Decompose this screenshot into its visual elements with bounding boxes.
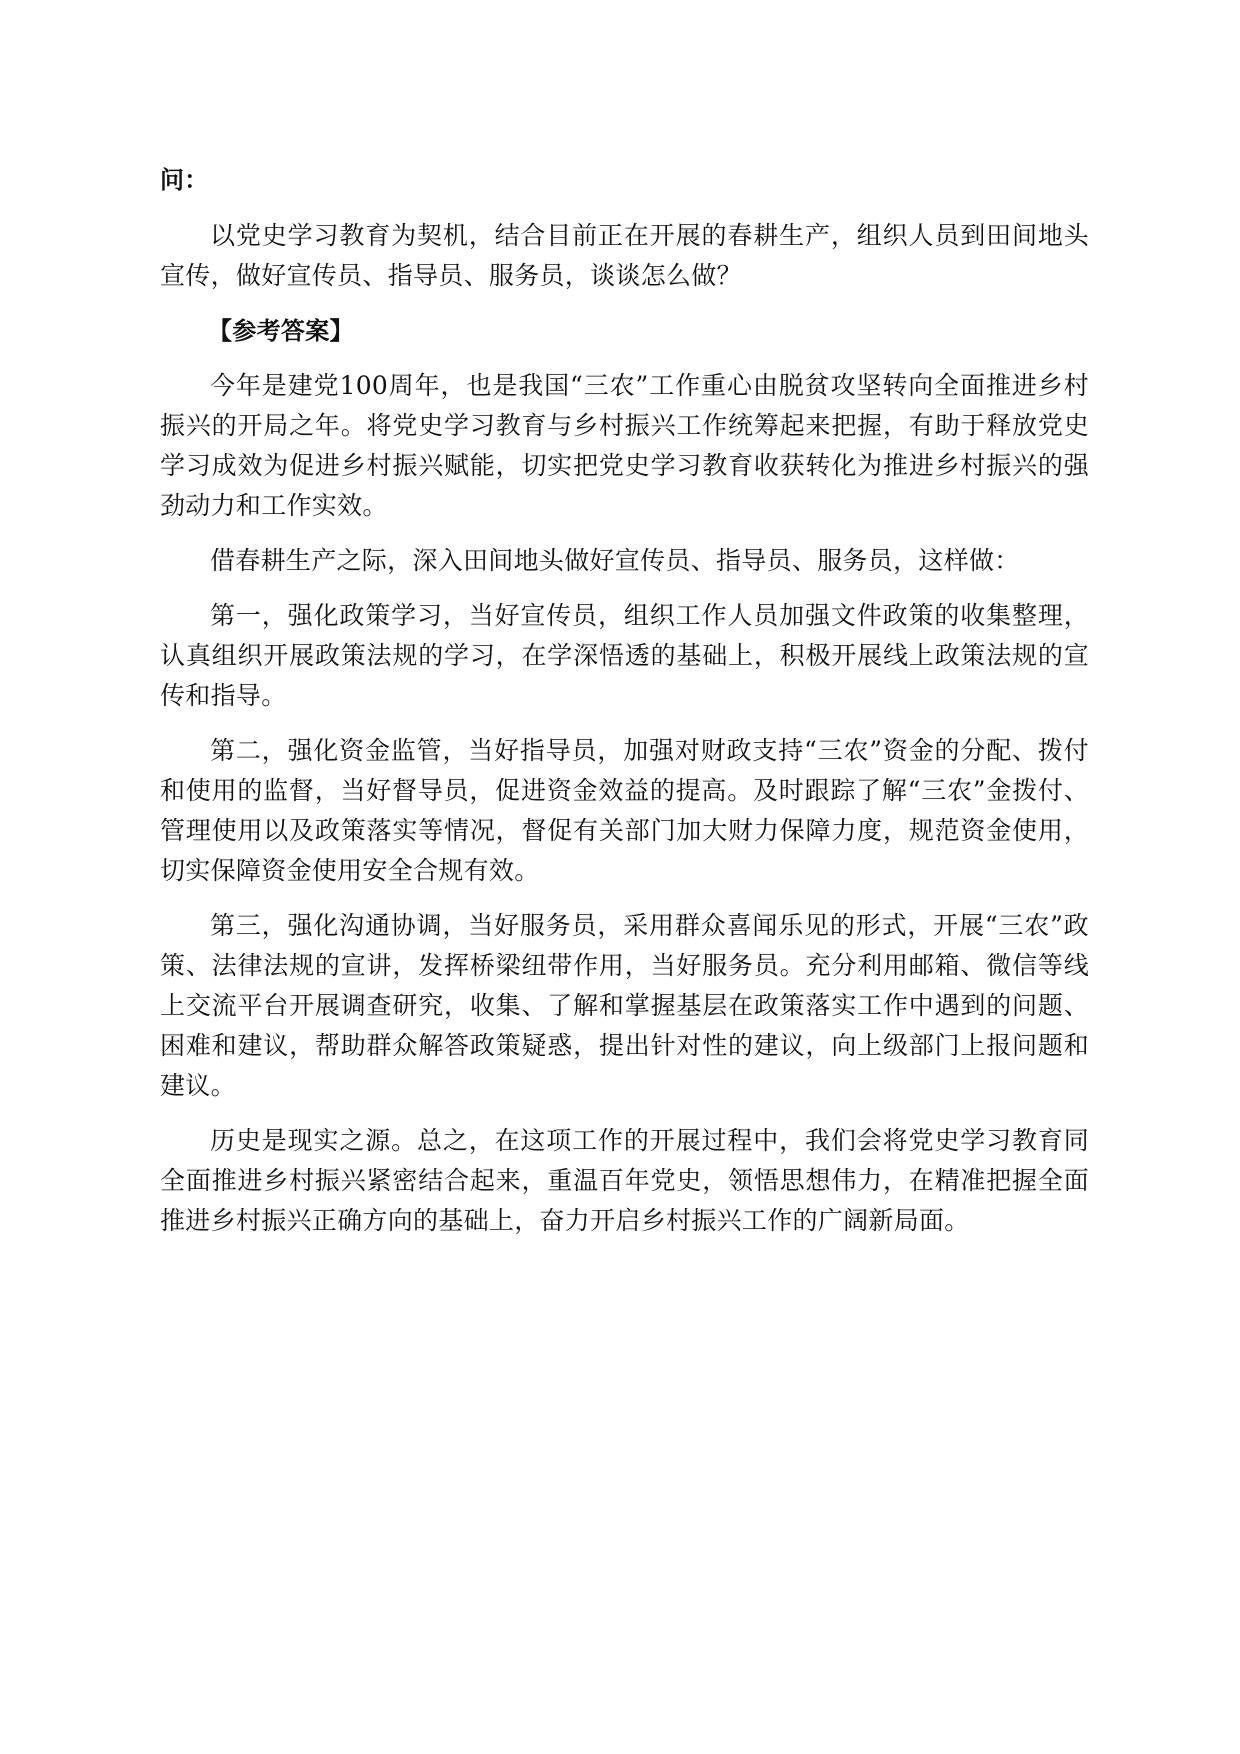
document-body: [160, 160, 1089, 1256]
answer-paragraph-third: 第三，强化沟通协调，当好服务员，采用群众喜闻乐见的形式，开展“三农”政策、法律法规的宣讲，发挥桥梁纽带作用，当好服务员。充分利用邮箱、微信等线上交流平台开展调查研究，收集、了解和掌握基层在政策落实工作中遇到的问题、困难和建议，帮助群众解答政策疑惑，提出针对性的建议，向上级部门上报问题和建议。: [160, 911, 1089, 1100]
question-label: 问：: [160, 166, 209, 194]
answer-paragraph-intro: 今年是建党100周年，也是我国“三农”工作重心由脱贫攻坚转向全面推进乡村振兴的开局之年。将党史学习教育与乡村振兴工作统筹起来把握，有助于释放党史学习成效为促进乡村振兴赋能，切实把党史学习教育收获转化为推进乡村振兴的强劲动力和工作实效。: [160, 371, 1089, 520]
question-text: 以党史学习教育为契机，结合目前正在开展的春耕生产，组织人员到田间地头宣传，做好宣传员、指导员、服务员，谈谈怎么做？: [160, 221, 1089, 290]
answer-paragraph-first: 第一，强化政策学习，当好宣传员，组织工作人员加强文件政策的收集整理，认真组织开展政策法规的学习，在学深悟透的基础上，积极开展线上政策法规的宣传和指导。: [160, 601, 1089, 710]
answer-heading: 【参考答案】: [208, 317, 354, 345]
answer-paragraph-conclusion: 历史是现实之源。总之，在这项工作的开展过程中，我们会将党史学习教育同全面推进乡村振兴紧密结合起来，重温百年党史，领悟思想伟力，在精准把握全面推进乡村振兴正确方向的基础上，奋力开启乡村振兴工作的广阔新局面。: [160, 1126, 1089, 1235]
answer-paragraph-approach: 借春耕生产之际，深入田间地头做好宣传员、指导员、服务员，这样做：: [210, 546, 1020, 575]
answer-paragraph-second: 第二，强化资金监管，当好指导员，加强对财政支持“三农”资金的分配、拨付和使用的监督，当好督导员，促进资金效益的提高。及时跟踪了解“三农”金拨付、管理使用以及政策落实等情况，督促有关部门加大财力保障力度，规范资金使用，切实保障资金使用安全合规有效。: [160, 736, 1089, 885]
